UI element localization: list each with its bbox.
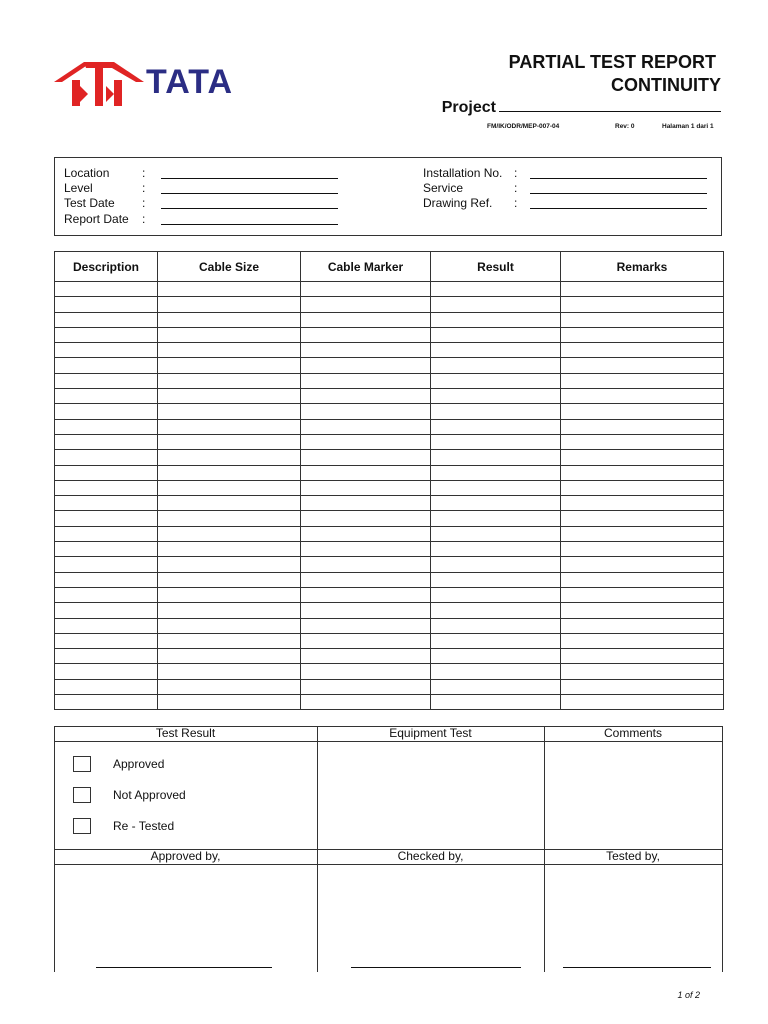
table-cell[interactable] [301,389,431,404]
table-cell[interactable] [431,603,561,618]
table-cell[interactable] [301,450,431,465]
table-cell[interactable] [561,633,724,648]
table-cell[interactable] [301,312,431,327]
table-cell[interactable] [158,327,301,342]
table-cell[interactable] [158,343,301,358]
table-cell[interactable] [158,389,301,404]
checked-by-signature-line[interactable] [351,965,521,968]
table-cell[interactable] [55,695,158,710]
table-cell[interactable] [431,618,561,633]
table-row [55,695,724,710]
installation-input-line[interactable] [530,166,707,179]
table-cell[interactable] [158,434,301,449]
table-cell[interactable] [561,373,724,388]
project-field [442,97,721,117]
col-description: Description [55,252,158,282]
table-cell[interactable] [561,389,724,404]
approved-by-signature-line[interactable] [96,965,272,968]
service-input-line[interactable] [530,181,707,194]
table-cell[interactable] [158,450,301,465]
report-subtitle: CONTINUITY [611,75,721,95]
table-cell[interactable] [561,327,724,342]
table-cell[interactable] [55,664,158,679]
table-row [55,373,724,388]
table-cell[interactable] [561,496,724,511]
table-cell[interactable] [431,282,561,297]
table-cell[interactable] [158,465,301,480]
table-cell[interactable] [55,404,158,419]
test-date-input-line[interactable] [161,196,338,209]
col-cable-size: Cable Size [158,252,301,282]
table-cell[interactable] [55,434,158,449]
table-cell[interactable] [301,603,431,618]
test-result-header: Test Result [155,726,216,740]
colon: : [142,196,146,210]
table-cell[interactable] [158,587,301,602]
table-cell[interactable] [301,327,431,342]
table-cell[interactable] [55,603,158,618]
table-cell[interactable] [158,664,301,679]
report-date-label: Report Date [64,212,129,226]
table-cell[interactable] [561,587,724,602]
not-approved-option[interactable] [73,787,186,803]
table-cell[interactable] [431,695,561,710]
table-cell[interactable] [561,664,724,679]
table-cell[interactable] [561,572,724,587]
table-cell[interactable] [55,542,158,557]
table-cell[interactable] [301,480,431,495]
table-cell[interactable] [55,373,158,388]
re-tested-checkbox[interactable] [73,818,91,834]
table-cell[interactable] [431,465,561,480]
info-box [54,157,722,236]
table-cell[interactable] [561,297,724,312]
table-cell[interactable] [158,633,301,648]
table-cell[interactable] [301,679,431,694]
table-cell[interactable] [561,695,724,710]
table-cell[interactable] [55,496,158,511]
table-cell[interactable] [158,297,301,312]
table-cell[interactable] [431,312,561,327]
logo-wordmark: TATA [146,63,234,101]
divider [54,864,723,865]
table-cell[interactable] [55,633,158,648]
table-cell[interactable] [55,343,158,358]
tested-by-signature-line[interactable] [563,965,711,968]
table-cell[interactable] [55,465,158,480]
approved-checkbox[interactable] [73,756,91,772]
table-row [55,312,724,327]
table-row [55,404,724,419]
divider [722,726,723,972]
colon: : [142,166,146,180]
table-cell[interactable] [158,282,301,297]
table-cell[interactable] [431,526,561,541]
re-tested-option[interactable] [73,818,174,834]
table-cell[interactable] [158,419,301,434]
comments-header: Comments [603,726,662,740]
report-date-input-line[interactable] [161,212,338,225]
table-cell[interactable] [561,557,724,572]
table-cell[interactable] [431,649,561,664]
table-cell[interactable] [561,450,724,465]
table-row [55,618,724,633]
table-cell[interactable] [561,618,724,633]
table-cell[interactable] [431,327,561,342]
table-cell[interactable] [301,557,431,572]
approved-by-header: Approved by, [150,849,221,863]
table-cell[interactable] [158,649,301,664]
table-cell[interactable] [561,434,724,449]
table-cell[interactable] [431,404,561,419]
table-cell[interactable] [561,312,724,327]
table-row [55,450,724,465]
table-cell[interactable] [431,679,561,694]
project-input-line[interactable] [499,97,721,112]
table-row [55,358,724,373]
table-cell[interactable] [561,679,724,694]
table-cell[interactable] [158,511,301,526]
equipment-test-header: Equipment Test [389,726,472,740]
table-cell[interactable] [301,297,431,312]
table-cell[interactable] [55,649,158,664]
tested-by-header: Tested by, [606,849,660,863]
table-cell[interactable] [431,633,561,648]
table-cell[interactable] [561,603,724,618]
doc-revision: Rev: 0 [615,123,635,130]
doc-page-ref: Halaman 1 dari 1 [662,123,714,130]
table-cell[interactable] [561,465,724,480]
checked-by-header: Checked by, [397,849,464,863]
table-cell[interactable] [301,695,431,710]
table-cell[interactable] [431,480,561,495]
colon: : [514,196,518,210]
table-cell[interactable] [55,526,158,541]
table-row [55,603,724,618]
table-cell[interactable] [301,404,431,419]
table-row [55,557,724,572]
table-row [55,526,724,541]
table-cell[interactable] [55,511,158,526]
table-cell[interactable] [55,618,158,633]
table-cell[interactable] [431,343,561,358]
table-cell[interactable] [561,526,724,541]
level-label: Level [64,181,93,195]
table-cell[interactable] [158,358,301,373]
col-remarks: Remarks [561,252,724,282]
table-cell[interactable] [158,480,301,495]
table-cell[interactable] [301,343,431,358]
table-cell[interactable] [55,572,158,587]
table-row [55,465,724,480]
table-cell[interactable] [158,526,301,541]
table-cell[interactable] [561,343,724,358]
table-cell[interactable] [431,434,561,449]
table-cell[interactable] [301,282,431,297]
table-cell[interactable] [431,572,561,587]
table-row [55,542,724,557]
project-label: Project [441,99,496,116]
page-number: 1 of 2 [677,990,700,1000]
table-cell[interactable] [55,480,158,495]
table-cell[interactable] [55,587,158,602]
colon: : [142,212,146,226]
col-result: Result [431,252,561,282]
table-cell[interactable] [431,557,561,572]
table-cell[interactable] [158,603,301,618]
approved-label: Approved [113,757,165,771]
colon: : [142,181,146,195]
table-cell[interactable] [301,542,431,557]
table-cell[interactable] [55,419,158,434]
table-row [55,389,724,404]
table-cell[interactable] [158,557,301,572]
table-cell[interactable] [561,419,724,434]
table-row [55,343,724,358]
location-label: Location [64,166,110,180]
table-cell[interactable] [431,450,561,465]
table-row [55,587,724,602]
table-row [55,297,724,312]
table-cell[interactable] [55,312,158,327]
test-date-label: Test Date [64,196,115,210]
table-cell[interactable] [158,373,301,388]
table-cell[interactable] [158,312,301,327]
table-header-row [55,252,724,282]
table-cell[interactable] [55,679,158,694]
table-cell[interactable] [158,679,301,694]
table-row [55,496,724,511]
table-row [55,434,724,449]
not-approved-label: Not Approved [113,788,186,802]
installation-label: Installation No. [423,166,503,180]
table-cell[interactable] [158,618,301,633]
service-label: Service [423,181,464,195]
table-row [55,633,724,648]
col-cable-marker: Cable Marker [301,252,431,282]
re-tested-label: Re - Tested [113,819,175,833]
table-cell[interactable] [301,618,431,633]
table-row [55,572,724,587]
table-cell[interactable] [158,496,301,511]
table-cell[interactable] [561,480,724,495]
table-cell[interactable] [561,649,724,664]
table-cell[interactable] [301,664,431,679]
table-cell[interactable] [158,542,301,557]
table-cell[interactable] [301,587,431,602]
table-cell[interactable] [301,496,431,511]
table-cell[interactable] [55,358,158,373]
table-cell[interactable] [55,282,158,297]
drawing-ref-label: Drawing Ref. [423,196,493,210]
table-row [55,419,724,434]
table-row [55,679,724,694]
table-cell[interactable] [55,327,158,342]
table-row [55,649,724,664]
colon: : [514,181,518,195]
continuity-table [54,251,724,710]
table-cell[interactable] [301,465,431,480]
divider [54,741,723,742]
doc-code: FM/IK/ODR/MEP-007-04 [487,123,560,130]
table-body [55,282,724,710]
table-cell[interactable] [158,404,301,419]
table-cell[interactable] [55,450,158,465]
table-cell[interactable] [431,358,561,373]
table-cell[interactable] [301,572,431,587]
table-cell[interactable] [301,358,431,373]
table-cell[interactable] [561,358,724,373]
table-cell[interactable] [301,434,431,449]
not-approved-checkbox[interactable] [73,787,91,803]
table-cell[interactable] [301,373,431,388]
level-input-line[interactable] [161,181,338,194]
table-cell[interactable] [158,695,301,710]
table-cell[interactable] [431,496,561,511]
table-cell[interactable] [431,587,561,602]
document-meta [0,123,768,133]
table-row [55,511,724,526]
table-cell[interactable] [55,557,158,572]
table-cell[interactable] [561,282,724,297]
approved-option[interactable] [73,756,164,772]
table-cell[interactable] [431,664,561,679]
table-cell[interactable] [55,297,158,312]
table-cell[interactable] [301,511,431,526]
table-cell[interactable] [301,649,431,664]
table-row [55,664,724,679]
table-row [55,282,724,297]
table-cell[interactable] [158,572,301,587]
table-cell[interactable] [301,633,431,648]
table-row [55,480,724,495]
table-cell[interactable] [301,526,431,541]
table-cell[interactable] [431,373,561,388]
table-cell[interactable] [561,542,724,557]
report-title: PARTIAL TEST REPORT [508,52,716,72]
drawing-ref-input-line[interactable] [530,196,707,209]
table-cell[interactable] [431,389,561,404]
table-cell[interactable] [431,542,561,557]
table-cell[interactable] [301,419,431,434]
table-cell[interactable] [431,419,561,434]
table-row [55,327,724,342]
location-input-line[interactable] [161,166,338,179]
table-cell[interactable] [55,389,158,404]
table-cell[interactable] [431,297,561,312]
result-section [54,726,723,972]
table-cell[interactable] [561,404,724,419]
colon: : [514,166,518,180]
table-cell[interactable] [431,511,561,526]
table-cell[interactable] [561,511,724,526]
